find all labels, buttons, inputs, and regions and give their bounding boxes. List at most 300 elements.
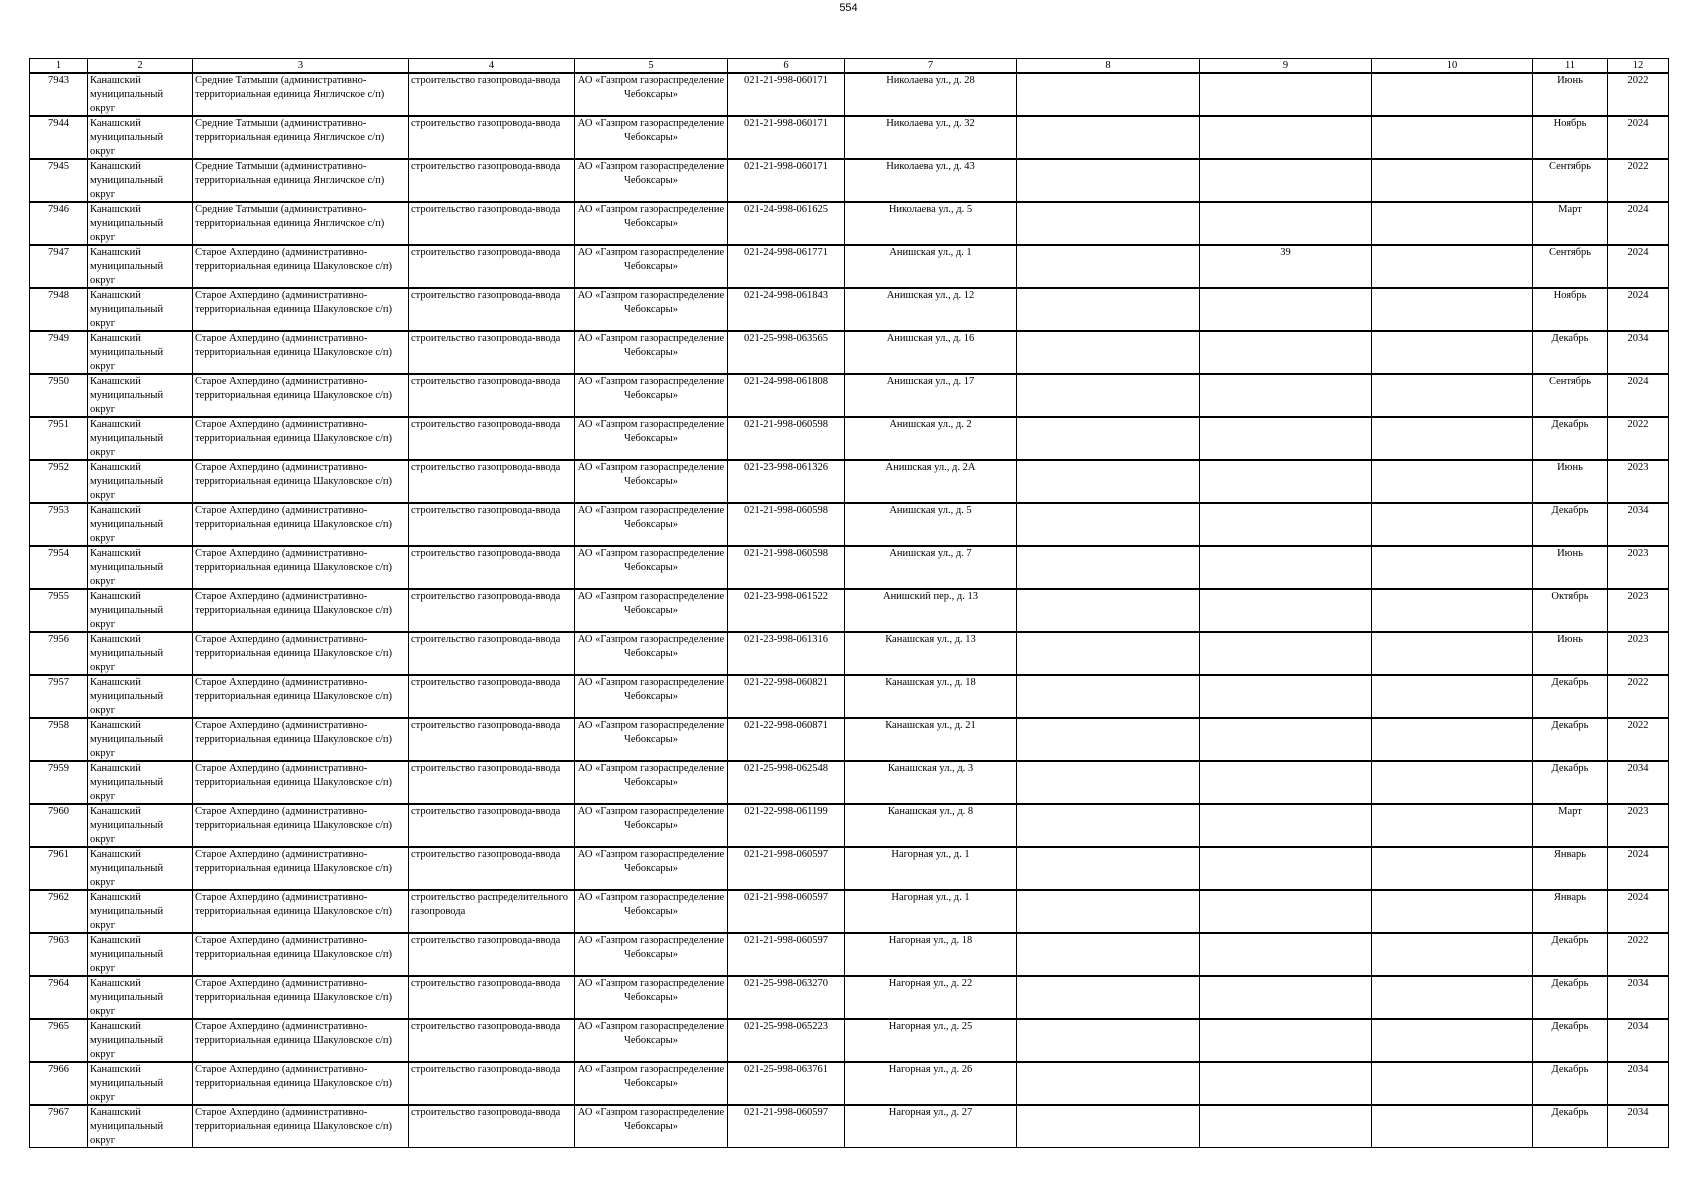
table-row — [30, 288, 1669, 331]
month-cell — [1533, 589, 1608, 632]
organization-cell — [575, 1019, 728, 1062]
work-type-cell-text: строительство газопровода-ввода — [411, 677, 561, 688]
year-cell — [1608, 632, 1669, 675]
column-10-cell — [1372, 374, 1533, 417]
column-8-cell — [1017, 331, 1200, 374]
settlement-cell — [193, 1019, 409, 1062]
registration-code-cell-text: 021-25-998-063565 — [744, 333, 828, 344]
settlement-cell — [193, 331, 409, 374]
settlement-cell-text: Старое Ахпердино (административно-территориальная единица Шакуловское с/п) — [195, 892, 393, 917]
work-type-cell — [409, 288, 575, 331]
registration-code-cell-text: 021-23-998-061326 — [744, 462, 828, 473]
organization-cell — [575, 761, 728, 804]
month-cell-text: Декабрь — [1551, 419, 1589, 430]
month-cell-text: Январь — [1553, 849, 1587, 860]
organization-cell — [575, 331, 728, 374]
registry-table — [29, 58, 1669, 1148]
year-cell — [1608, 847, 1669, 890]
address-cell-text: Николаева ул., д. 32 — [886, 118, 975, 129]
row-number-text: 7954 — [48, 548, 69, 559]
column-8-cell — [1017, 202, 1200, 245]
registration-code-cell — [728, 245, 845, 288]
column-9-cell — [1200, 933, 1372, 976]
address-cell — [845, 417, 1017, 460]
settlement-cell — [193, 976, 409, 1019]
column-10-cell — [1372, 288, 1533, 331]
registration-code-cell — [728, 1105, 845, 1148]
settlement-cell — [193, 933, 409, 976]
column-9-cell — [1200, 503, 1372, 546]
month-cell-text: Декабрь — [1551, 720, 1589, 731]
year-cell — [1608, 675, 1669, 718]
work-type-cell-text: строительство газопровода-ввода — [411, 290, 561, 301]
row-number-text: 7958 — [48, 720, 69, 731]
year-cell — [1608, 288, 1669, 331]
organization-cell-text: АО «Газпром газораспределение Чебоксары» — [577, 892, 725, 917]
month-cell-text: Декабрь — [1551, 1021, 1589, 1032]
year-cell-text: 2024 — [1627, 376, 1649, 387]
address-cell-text: Анишская ул., д. 17 — [886, 376, 975, 387]
district-cell-text: Канашский муниципальный округ — [90, 806, 164, 845]
column-9-cell — [1200, 847, 1372, 890]
registration-code-cell — [728, 73, 845, 116]
month-cell-text: Декабрь — [1551, 1064, 1589, 1075]
row-number-text: 7949 — [48, 333, 69, 344]
column-9-cell — [1200, 890, 1372, 933]
settlement-cell — [193, 761, 409, 804]
work-type-cell-text: строительство газопровода-ввода — [411, 1107, 561, 1118]
address-cell — [845, 331, 1017, 374]
organization-cell-text: АО «Газпром газораспределение Чебоксары» — [577, 333, 725, 358]
column-header: 4 — [409, 59, 575, 74]
year-cell — [1608, 804, 1669, 847]
registration-code-cell — [728, 1062, 845, 1105]
year-cell-text: 2023 — [1627, 591, 1649, 602]
district-cell — [88, 1062, 193, 1105]
settlement-cell-text: Старое Ахпердино (административно-территориальная единица Шакуловское с/п) — [195, 806, 393, 831]
year-cell — [1608, 589, 1669, 632]
organization-cell-text: АО «Газпром газораспределение Чебоксары» — [577, 376, 725, 401]
district-cell — [88, 847, 193, 890]
work-type-cell-text: строительство газопровода-ввода — [411, 333, 561, 344]
column-10-cell — [1372, 460, 1533, 503]
organization-cell — [575, 890, 728, 933]
address-cell-text: Нагорная ул., д. 22 — [888, 978, 973, 989]
address-cell-text: Анишская ул., д. 2А — [885, 462, 976, 473]
registration-code-cell-text: 021-23-998-061316 — [744, 634, 828, 645]
district-cell — [88, 374, 193, 417]
year-cell — [1608, 761, 1669, 804]
table-row — [30, 374, 1669, 417]
row-number — [30, 890, 88, 933]
work-type-cell-text: строительство газопровода-ввода — [411, 1064, 561, 1075]
work-type-cell — [409, 546, 575, 589]
year-cell — [1608, 1019, 1669, 1062]
district-cell — [88, 933, 193, 976]
row-number-text: 7947 — [48, 247, 69, 258]
address-cell — [845, 1019, 1017, 1062]
settlement-cell — [193, 159, 409, 202]
year-cell — [1608, 1105, 1669, 1148]
district-cell-text: Канашский муниципальный округ — [90, 290, 164, 329]
organization-cell-text: АО «Газпром газораспределение Чебоксары» — [577, 462, 725, 487]
column-10-cell — [1372, 503, 1533, 546]
row-number-text: 7950 — [48, 376, 69, 387]
address-cell-text: Анишская ул., д. 16 — [886, 333, 975, 344]
year-cell-text: 2034 — [1627, 1107, 1649, 1118]
column-10-cell — [1372, 1105, 1533, 1148]
district-cell — [88, 202, 193, 245]
page-number: 554 — [839, 2, 858, 14]
work-type-cell — [409, 718, 575, 761]
settlement-cell-text: Средние Татмыши (административно-территориальная единица Янгличское с/п) — [195, 75, 385, 100]
month-cell — [1533, 73, 1608, 116]
column-9-cell — [1200, 417, 1372, 460]
table-body — [30, 73, 1669, 1148]
month-cell — [1533, 546, 1608, 589]
address-cell-text: Нагорная ул., д. 1 — [891, 849, 970, 860]
column-header: 7 — [845, 59, 1017, 74]
table-row — [30, 675, 1669, 718]
organization-cell — [575, 804, 728, 847]
address-cell-text: Николаева ул., д. 28 — [886, 75, 975, 86]
column-10-cell — [1372, 331, 1533, 374]
column-8-cell — [1017, 159, 1200, 202]
address-cell-text: Канашская ул., д. 18 — [885, 677, 976, 688]
column-8-cell — [1017, 1062, 1200, 1105]
year-cell — [1608, 159, 1669, 202]
month-cell-text: Июнь — [1557, 75, 1583, 86]
address-cell — [845, 116, 1017, 159]
district-cell-text: Канашский муниципальный округ — [90, 978, 164, 1017]
work-type-cell-text: строительство газопровода-ввода — [411, 849, 561, 860]
address-cell — [845, 245, 1017, 288]
month-cell-text: Декабрь — [1551, 333, 1589, 344]
settlement-cell — [193, 1062, 409, 1105]
year-cell-text: 2034 — [1627, 978, 1649, 989]
district-cell — [88, 589, 193, 632]
organization-cell — [575, 460, 728, 503]
column-8-cell — [1017, 847, 1200, 890]
column-8-cell — [1017, 933, 1200, 976]
registration-code-cell-text: 021-25-998-063270 — [744, 978, 828, 989]
row-number-text: 7967 — [48, 1107, 69, 1118]
month-cell — [1533, 460, 1608, 503]
month-cell-text: Июнь — [1557, 548, 1583, 559]
address-cell — [845, 288, 1017, 331]
district-cell-text: Канашский муниципальный округ — [90, 247, 164, 286]
settlement-cell — [193, 675, 409, 718]
row-number-text: 7962 — [48, 892, 69, 903]
row-number — [30, 417, 88, 460]
month-cell — [1533, 159, 1608, 202]
organization-cell — [575, 116, 728, 159]
table-row — [30, 933, 1669, 976]
column-9-cell — [1200, 116, 1372, 159]
work-type-cell — [409, 1105, 575, 1148]
column-10-cell — [1372, 73, 1533, 116]
table-row — [30, 1062, 1669, 1105]
row-number — [30, 976, 88, 1019]
work-type-cell-text: строительство газопровода-ввода — [411, 462, 561, 473]
year-cell-text: 2024 — [1627, 118, 1649, 129]
column-8-cell — [1017, 288, 1200, 331]
column-9-cell — [1200, 1062, 1372, 1105]
column-8-cell — [1017, 976, 1200, 1019]
settlement-cell-text: Старое Ахпердино (административно-территориальная единица Шакуловское с/п) — [195, 548, 393, 573]
organization-cell-text: АО «Газпром газораспределение Чебоксары» — [577, 419, 725, 444]
table-row — [30, 1019, 1669, 1062]
organization-cell — [575, 675, 728, 718]
column-10-cell — [1372, 417, 1533, 460]
district-cell — [88, 804, 193, 847]
year-cell — [1608, 331, 1669, 374]
settlement-cell-text: Старое Ахпердино (административно-территориальная единица Шакуловское с/п) — [195, 333, 393, 358]
work-type-cell-text: строительство газопровода-ввода — [411, 978, 561, 989]
settlement-cell-text: Старое Ахпердино (административно-территориальная единица Шакуловское с/п) — [195, 376, 393, 401]
district-cell — [88, 460, 193, 503]
month-cell-text: Сентябрь — [1548, 161, 1592, 172]
registration-code-cell-text: 021-21-998-060597 — [744, 849, 828, 860]
district-cell — [88, 245, 193, 288]
row-number-text: 7965 — [48, 1021, 69, 1032]
settlement-cell — [193, 1105, 409, 1148]
settlement-cell — [193, 116, 409, 159]
district-cell — [88, 1019, 193, 1062]
organization-cell — [575, 632, 728, 675]
month-cell-text: Июнь — [1557, 462, 1583, 473]
column-8-cell — [1017, 675, 1200, 718]
year-cell-text: 2022 — [1627, 75, 1649, 86]
row-number — [30, 116, 88, 159]
month-cell — [1533, 202, 1608, 245]
year-cell-text: 2024 — [1627, 247, 1649, 258]
column-9-cell — [1200, 245, 1372, 288]
registration-code-cell-text: 021-21-998-060597 — [744, 935, 828, 946]
settlement-cell — [193, 632, 409, 675]
column-8-cell — [1017, 73, 1200, 116]
work-type-cell-text: строительство газопровода-ввода — [411, 247, 561, 258]
column-header: 1 — [30, 59, 88, 74]
month-cell — [1533, 374, 1608, 417]
work-type-cell-text: строительство газопровода-ввода — [411, 75, 561, 86]
column-9-cell — [1200, 718, 1372, 761]
work-type-cell — [409, 73, 575, 116]
settlement-cell — [193, 546, 409, 589]
registration-code-cell — [728, 460, 845, 503]
column-header: 6 — [728, 59, 845, 74]
row-number-text: 7953 — [48, 505, 69, 516]
address-cell-text: Канашская ул., д. 8 — [887, 806, 974, 817]
table-row — [30, 546, 1669, 589]
column-10-cell — [1372, 976, 1533, 1019]
row-number — [30, 245, 88, 288]
registration-code-cell-text: 021-21-998-060597 — [744, 892, 828, 903]
registration-code-cell — [728, 1019, 845, 1062]
month-cell-text: Сентябрь — [1548, 376, 1592, 387]
table-row — [30, 417, 1669, 460]
organization-cell-text: АО «Газпром газораспределение Чебоксары» — [577, 75, 725, 100]
column-header: 5 — [575, 59, 728, 74]
district-cell-text: Канашский муниципальный округ — [90, 548, 164, 587]
settlement-cell-text: Старое Ахпердино (административно-территориальная единица Шакуловское с/п) — [195, 290, 393, 315]
work-type-cell — [409, 976, 575, 1019]
work-type-cell-text: строительство газопровода-ввода — [411, 806, 561, 817]
work-type-cell-text: строительство газопровода-ввода — [411, 720, 561, 731]
column-header: 10 — [1372, 59, 1533, 74]
row-number — [30, 331, 88, 374]
row-number — [30, 1019, 88, 1062]
table-row — [30, 460, 1669, 503]
month-cell-text: Декабрь — [1551, 1107, 1589, 1118]
work-type-cell-text: строительство газопровода-ввода — [411, 118, 561, 129]
organization-cell — [575, 159, 728, 202]
month-cell — [1533, 718, 1608, 761]
address-cell — [845, 632, 1017, 675]
row-number-text: 7946 — [48, 204, 69, 215]
address-cell — [845, 159, 1017, 202]
registration-code-cell — [728, 546, 845, 589]
column-9-cell — [1200, 1105, 1372, 1148]
row-number-text: 7951 — [48, 419, 69, 430]
column-10-cell — [1372, 632, 1533, 675]
settlement-cell-text: Старое Ахпердино (административно-территориальная единица Шакуловское с/п) — [195, 591, 393, 616]
organization-cell-text: АО «Газпром газораспределение Чебоксары» — [577, 634, 725, 659]
address-cell-text: Анишская ул., д. 7 — [889, 548, 972, 559]
organization-cell — [575, 847, 728, 890]
column-10-cell — [1372, 1062, 1533, 1105]
registration-code-cell-text: 021-24-998-061771 — [744, 247, 828, 258]
year-cell-text: 2023 — [1627, 462, 1649, 473]
registration-code-cell-text: 021-21-998-060597 — [744, 1107, 828, 1118]
organization-cell — [575, 718, 728, 761]
work-type-cell — [409, 632, 575, 675]
table-row — [30, 761, 1669, 804]
month-cell-text: Декабрь — [1551, 505, 1589, 516]
district-cell — [88, 159, 193, 202]
year-cell-text: 2022 — [1627, 419, 1649, 430]
settlement-cell-text: Средние Татмыши (административно-территориальная единица Янгличское с/п) — [195, 161, 385, 186]
district-cell — [88, 503, 193, 546]
organization-cell-text: АО «Газпром газораспределение Чебоксары» — [577, 204, 725, 229]
registration-code-cell-text: 021-21-998-060598 — [744, 419, 828, 430]
address-cell-text: Анишская ул., д. 12 — [886, 290, 975, 301]
row-number — [30, 288, 88, 331]
year-cell-text: 2034 — [1627, 1064, 1649, 1075]
column-9-cell — [1200, 73, 1372, 116]
row-number-text: 7945 — [48, 161, 69, 172]
district-cell-text: Канашский муниципальный округ — [90, 720, 164, 759]
column-10-cell — [1372, 718, 1533, 761]
year-cell-text: 2023 — [1627, 634, 1649, 645]
settlement-cell-text: Старое Ахпердино (административно-территориальная единица Шакуловское с/п) — [195, 1021, 393, 1046]
column-8-cell — [1017, 245, 1200, 288]
district-cell — [88, 675, 193, 718]
settlement-cell-text: Старое Ахпердино (административно-территориальная единица Шакуловское с/п) — [195, 849, 393, 874]
registration-code-cell — [728, 159, 845, 202]
row-number-text: 7963 — [48, 935, 69, 946]
work-type-cell — [409, 460, 575, 503]
column-10-cell — [1372, 804, 1533, 847]
month-cell — [1533, 288, 1608, 331]
district-cell-text: Канашский муниципальный округ — [90, 634, 164, 673]
registration-code-cell-text: 021-21-998-060171 — [744, 118, 828, 129]
month-cell-text: Июнь — [1557, 634, 1583, 645]
year-cell-text: 2022 — [1627, 935, 1649, 946]
row-number — [30, 73, 88, 116]
settlement-cell — [193, 460, 409, 503]
row-number — [30, 1105, 88, 1148]
district-cell — [88, 288, 193, 331]
registration-code-cell — [728, 847, 845, 890]
district-cell-text: Канашский муниципальный округ — [90, 161, 164, 200]
row-number — [30, 933, 88, 976]
organization-cell-text: АО «Газпром газораспределение Чебоксары» — [577, 1107, 725, 1132]
year-cell-text: 2022 — [1627, 720, 1649, 731]
column-8-cell — [1017, 460, 1200, 503]
address-cell-text: Нагорная ул., д. 18 — [888, 935, 973, 946]
address-cell — [845, 675, 1017, 718]
address-cell — [845, 1105, 1017, 1148]
row-number — [30, 847, 88, 890]
column-9-cell-text: 39 — [1280, 247, 1291, 258]
district-cell-text: Канашский муниципальный округ — [90, 462, 164, 501]
year-cell — [1608, 503, 1669, 546]
table-row — [30, 331, 1669, 374]
row-number-text: 7957 — [48, 677, 69, 688]
month-cell — [1533, 1019, 1608, 1062]
column-number-header-row — [30, 59, 1669, 74]
organization-cell-text: АО «Газпром газораспределение Чебоксары» — [577, 290, 725, 315]
settlement-cell-text: Старое Ахпердино (административно-территориальная единица Шакуловское с/п) — [195, 634, 393, 659]
district-cell-text: Канашский муниципальный округ — [90, 333, 164, 372]
registration-code-cell — [728, 804, 845, 847]
settlement-cell-text: Старое Ахпердино (административно-территориальная единица Шакуловское с/п) — [195, 1107, 393, 1132]
column-10-cell — [1372, 890, 1533, 933]
organization-cell — [575, 73, 728, 116]
address-cell — [845, 546, 1017, 589]
registration-code-cell — [728, 116, 845, 159]
month-cell-text: Декабрь — [1551, 935, 1589, 946]
district-cell-text: Канашский муниципальный округ — [90, 591, 164, 630]
year-cell-text: 2034 — [1627, 505, 1649, 516]
registration-code-cell — [728, 374, 845, 417]
column-9-cell — [1200, 804, 1372, 847]
registration-code-cell-text: 021-25-998-063761 — [744, 1064, 828, 1075]
column-10-cell — [1372, 116, 1533, 159]
month-cell-text: Март — [1558, 204, 1582, 215]
month-cell — [1533, 503, 1608, 546]
month-cell — [1533, 116, 1608, 159]
column-9-cell — [1200, 589, 1372, 632]
work-type-cell-text: строительство газопровода-ввода — [411, 376, 561, 387]
organization-cell — [575, 1105, 728, 1148]
column-9-cell — [1200, 675, 1372, 718]
work-type-cell — [409, 417, 575, 460]
registration-code-cell-text: 021-21-998-060598 — [744, 548, 828, 559]
work-type-cell — [409, 933, 575, 976]
district-cell — [88, 1105, 193, 1148]
row-number-text: 7959 — [48, 763, 69, 774]
column-8-cell — [1017, 417, 1200, 460]
month-cell-text: Март — [1558, 806, 1582, 817]
table-row — [30, 1105, 1669, 1148]
column-8-cell — [1017, 761, 1200, 804]
registration-code-cell — [728, 933, 845, 976]
organization-cell — [575, 245, 728, 288]
address-cell-text: Канашская ул., д. 13 — [885, 634, 976, 645]
address-cell — [845, 460, 1017, 503]
